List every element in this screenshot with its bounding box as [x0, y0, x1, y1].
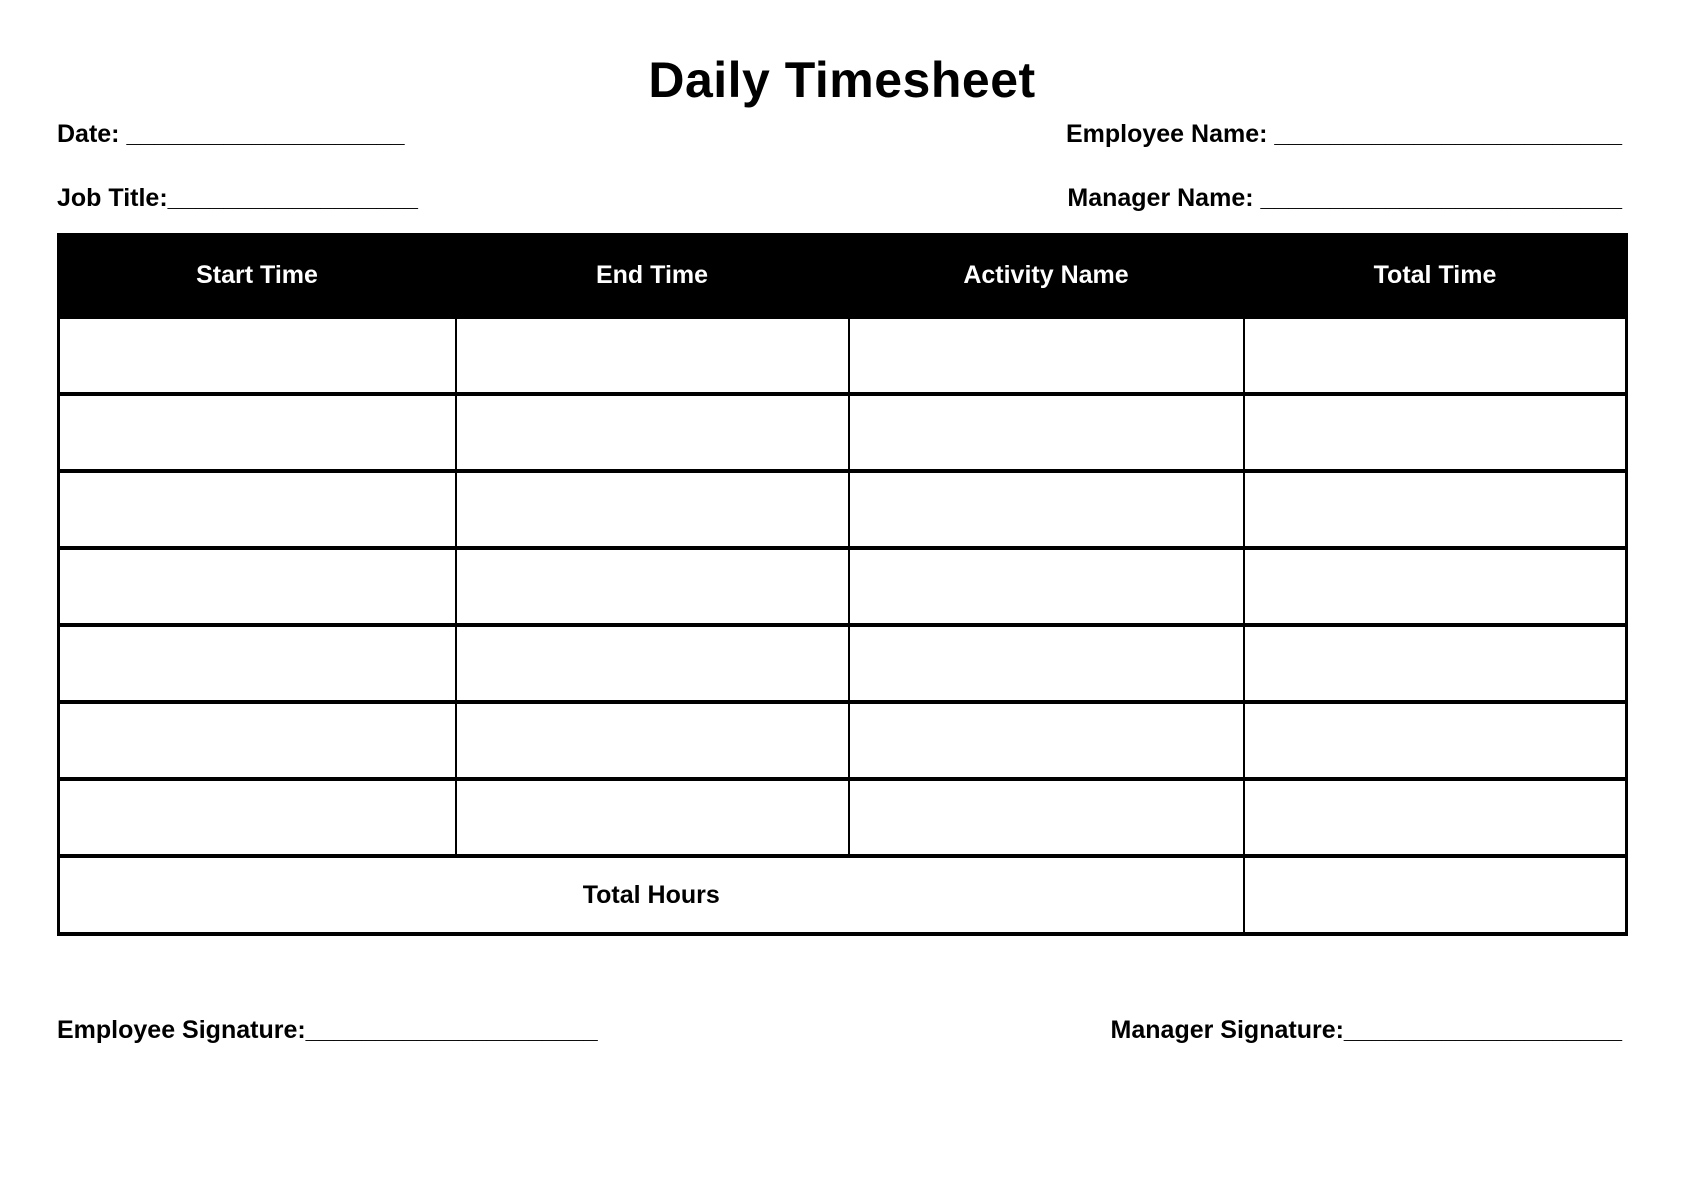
employee-signature-label: Employee Signature: [57, 1016, 306, 1044]
table-header-row [59, 235, 1627, 318]
total-hours-label: Total Hours [59, 856, 1244, 934]
timesheet-cell[interactable] [849, 625, 1244, 702]
timesheet-cell[interactable] [1244, 394, 1627, 471]
date-input-line[interactable]: ____________________ [126, 120, 405, 148]
timesheet-cell[interactable] [1244, 702, 1627, 779]
employee-signature-field [57, 1015, 598, 1045]
timesheet-cell[interactable] [59, 471, 456, 548]
timesheet-cell[interactable] [59, 625, 456, 702]
timesheet-cell[interactable] [456, 394, 849, 471]
total-hours-row [59, 856, 1627, 934]
table-row [59, 548, 1627, 625]
employee-signature-line[interactable]: _____________________ [305, 1016, 598, 1044]
job-title-label: Job Title: [57, 184, 168, 212]
timesheet-cell[interactable] [59, 548, 456, 625]
page-title: Daily Timesheet [648, 52, 1036, 108]
table-row [59, 317, 1627, 394]
manager-signature-label: Manager Signature: [1110, 1016, 1344, 1044]
column-header-activity-name: Activity Name [849, 235, 1244, 318]
timesheet-cell[interactable] [1244, 779, 1627, 856]
column-header-start-time: Start Time [59, 235, 456, 318]
job-title-input-line[interactable]: __________________ [167, 184, 418, 212]
timesheet-cell[interactable] [59, 394, 456, 471]
timesheet-cell[interactable] [456, 317, 849, 394]
timesheet-cell[interactable] [849, 548, 1244, 625]
table-row [59, 702, 1627, 779]
manager-signature-field [1111, 1015, 1622, 1045]
timesheet-cell[interactable] [1244, 471, 1627, 548]
timesheet-cell[interactable] [456, 471, 849, 548]
timesheet-cell[interactable] [59, 779, 456, 856]
total-hours-value-cell[interactable] [1244, 856, 1627, 934]
timesheet-cell[interactable] [456, 702, 849, 779]
timesheet-cell[interactable] [849, 394, 1244, 471]
timesheet-cell[interactable] [1244, 548, 1627, 625]
employee-name-label: Employee Name: [1065, 120, 1275, 148]
timesheet-cell[interactable] [849, 702, 1244, 779]
manager-name-label: Manager Name: [1067, 184, 1261, 212]
date-label: Date: [57, 120, 127, 148]
timesheet-table [57, 233, 1628, 936]
timesheet-cell[interactable] [849, 779, 1244, 856]
employee-name-field [1066, 119, 1622, 149]
table-row [59, 779, 1627, 856]
timesheet-cell[interactable] [1244, 317, 1627, 394]
timesheet-cell[interactable] [456, 779, 849, 856]
timesheet-cell[interactable] [849, 471, 1244, 548]
table-row [59, 394, 1627, 471]
timesheet-cell[interactable] [59, 317, 456, 394]
timesheet-table-body [59, 317, 1627, 856]
table-row [59, 471, 1627, 548]
timesheet-cell[interactable] [456, 625, 849, 702]
table-row [59, 625, 1627, 702]
timesheet-cell[interactable] [849, 317, 1244, 394]
column-header-total-time: Total Time [1244, 235, 1627, 318]
date-field [57, 119, 405, 149]
timesheet-cell[interactable] [456, 548, 849, 625]
employee-name-input-line[interactable]: _________________________ [1274, 120, 1622, 148]
column-header-end-time: End Time [456, 235, 849, 318]
job-title-field [57, 183, 418, 213]
timesheet-cell[interactable] [59, 702, 456, 779]
manager-name-field [1067, 183, 1622, 213]
timesheet-cell[interactable] [1244, 625, 1627, 702]
manager-name-input-line[interactable]: __________________________ [1260, 184, 1622, 212]
manager-signature-line[interactable]: ____________________ [1343, 1016, 1622, 1044]
